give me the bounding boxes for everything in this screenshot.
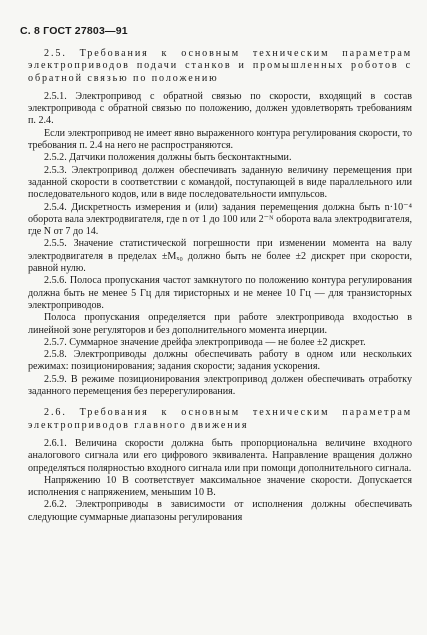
paragraph: 2.5.4. Дискретность измерения и (или) задания перемещения должна быть n·10⁻⁴ оборота вала электродвигателя, где n от 1 до 100 или 2⁻ᴺ оборота вала электродвигателя, где N от 7 до 14. <box>28 201 412 238</box>
paragraph: 2.5.7. Суммарное значение дрейфа электропривода — не более ±2 дискрет. <box>44 336 366 348</box>
document-body <box>28 48 412 524</box>
page-header: С. 8 ГОСТ 27803—91 <box>20 25 128 37</box>
paragraph: Если электропривод не имеет явно выраженного контура регулирования скорости, то требования п. 2.4 на него не распространяются. <box>28 127 412 152</box>
paragraph: 2.5.8. Электроприводы должны обеспечивать работу в одном или нескольких режимах: позиционирования; задания скорости; задания ускорения. <box>28 349 412 373</box>
paragraph: Напряжению 10 В соответствует максимальное значение скорости. Допускается исполнения с напряжением, меньшим 10 В. <box>28 474 412 499</box>
paragraph: 2.6.2. Электроприводы в зависимости от исполнения должны обеспечивать следующие суммарные диапазоны регулирования <box>28 499 412 523</box>
section-heading: 2.6. Требования к основным техническим параметрам электроприводов главного движения <box>28 407 412 431</box>
paragraph: 2.5.1. Электропривод с обратной связью по скорости, входящий в состав электропривода с обратной связью по положению, должен удовлетворять требованиям п. 2.4. <box>28 90 412 127</box>
paragraph: Полоса пропускания определяется при работе электропривода входостью в линейной зоне регуляторов и без дополнительного момента инерции. <box>28 312 412 336</box>
paragraph: 2.5.2. Датчики положения должны быть бесконтактными. <box>44 152 292 164</box>
section-heading: 2.5. Требования к основным техническим параметрам электроприводов подачи станков и промышленных роботов с обратной связью по положению <box>28 48 412 84</box>
paragraph: 2.5.5. Значение статистической погрешности при изменении момента на валу электродвигателя в пределах ±Mₓ₀ должно быть не более ±2 дискрет при скорости, равной нулю. <box>28 238 412 275</box>
paragraph: 2.5.9. В режиме позиционирования электропривод должен обеспечивать отработку заданного перемещения без перерегулирования. <box>28 373 412 398</box>
paragraph: 2.5.3. Электропривод должен обеспечивать заданную величину перемещения при заданной скорости в соответствии с командой, поступающей в виде параллельного или последовательного кодов, или в виде последовательности импульсов. <box>28 164 412 201</box>
paragraph: 2.6.1. Величина скорости должна быть пропорциональна величине входного аналогового сигнала или его цифрового эквивалента. Направление вращения должно определяться полярностью входного сигнала или при помощи дополнительного сигнала. <box>28 437 412 474</box>
paragraph: 2.5.6. Полоса пропускания частот замкнутого по положению контура регулирования должна быть не менее 5 Гц для тиристорных и не менее 10 Гц — для транзисторных электроприводов. <box>28 275 412 311</box>
